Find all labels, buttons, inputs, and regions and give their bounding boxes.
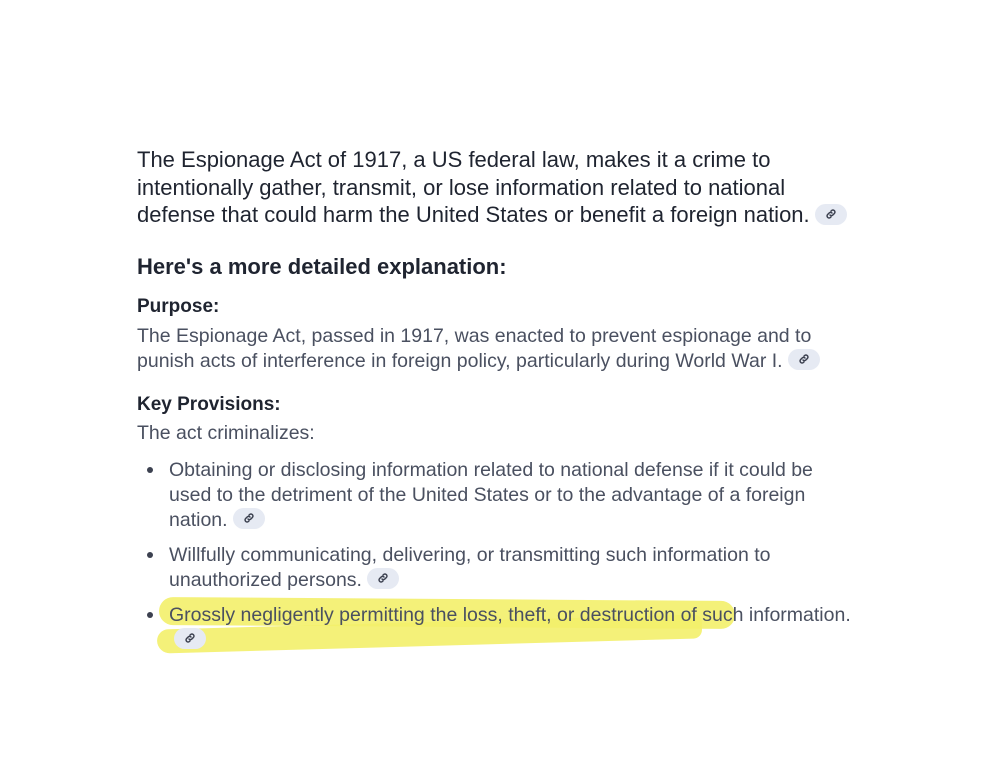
source-link-chip[interactable]	[233, 508, 265, 529]
link-icon	[825, 208, 837, 220]
purpose-heading: Purpose:	[137, 295, 220, 317]
intro-text: The Espionage Act of 1917, a US federal law, makes it a crime to intentionally gather, transmit, or lose information related to national defense that could harm the United States or benefit a foreign nation.	[137, 147, 810, 227]
intro-paragraph	[137, 146, 857, 229]
provisions-list	[137, 458, 857, 653]
list-item	[137, 458, 857, 533]
link-icon	[377, 572, 389, 584]
bullet-dot	[147, 612, 153, 618]
list-item-text: Obtaining or disclosing information related to national defense if it could be used to the detriment of the United States or to the advantage of a foreign nation.	[169, 458, 813, 531]
source-link-chip[interactable]	[367, 568, 399, 589]
purpose-text: The Espionage Act, passed in 1917, was enacted to prevent espionage and to punish acts of interference in foreign policy, particularly during World War I.	[137, 324, 812, 372]
link-icon	[243, 512, 255, 524]
provisions-intro: The act criminalizes:	[137, 421, 315, 444]
source-link-chip[interactable]	[815, 204, 847, 225]
link-icon	[184, 632, 196, 644]
purpose-paragraph	[137, 324, 857, 374]
highlighted-list-item	[137, 603, 857, 653]
key-provisions-heading: Key Provisions:	[137, 393, 281, 415]
source-link-chip[interactable]	[174, 628, 206, 649]
list-item-text: Grossly negligently permitting the loss, theft, or destruction of such information.	[169, 603, 851, 626]
list-item-text: Willfully communicating, delivering, or transmitting such information to unauthorized persons.	[169, 543, 771, 591]
list-item	[137, 543, 857, 593]
bullet-dot	[147, 467, 153, 473]
detailed-heading: Here's a more detailed explanation:	[137, 253, 507, 279]
response-content	[137, 146, 857, 663]
link-icon	[798, 353, 810, 365]
source-link-chip[interactable]	[788, 349, 820, 370]
bullet-dot	[147, 552, 153, 558]
